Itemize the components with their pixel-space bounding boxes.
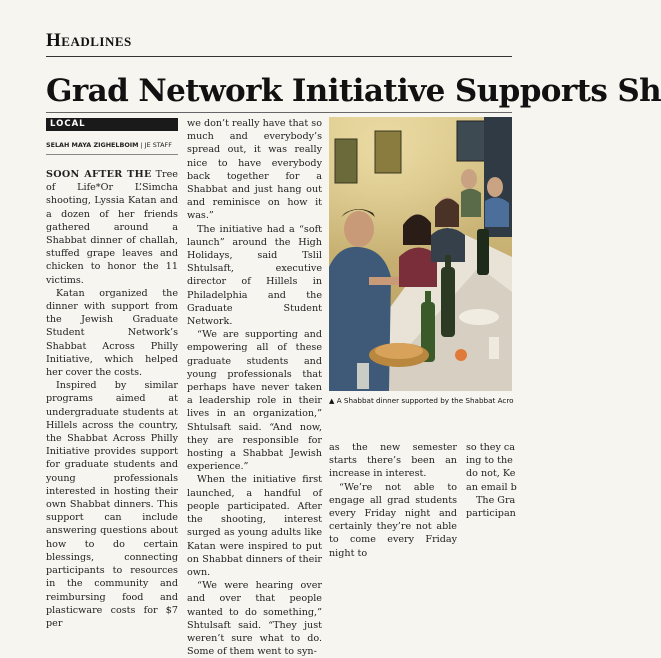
headline-rule [46, 112, 512, 113]
article-column-4 [466, 441, 526, 520]
lead-in: SOON AFTER THE [46, 169, 152, 180]
paragraph: we don’t really have that so much and everybody’s spread out, it was really nice to have everybody back together for a Shabbat and just hang out and reminisce on how it was.” [187, 118, 322, 222]
byline-author: SELAH MAYA ZIGHELBOIM [46, 141, 139, 149]
paragraph: When the initiative first launched, a handful of people participated. After the shooting, interest surged as young adults like Katan were inspired to put on Shabbat dinners of their own. [187, 474, 322, 578]
text-line: so they ca [466, 442, 516, 453]
byline-rule [46, 154, 178, 155]
text-line: ing to the [466, 455, 513, 467]
paragraph: The initiative had a “soft launch” around the High Holidays, said Tslil Shtulsaft, executive director of Hillels in Philadelphia and the Graduate Student Network. [187, 223, 322, 328]
paragraph: Katan organized the dinner with support from the Jewish Graduate Student Network’s Shabbat Across Philly Initiative, which helped her cover the costs. [46, 287, 178, 379]
article-column-1 [46, 168, 178, 630]
caption-triangle-icon: ▲ [329, 397, 335, 405]
text-line: do not, Ke [466, 468, 516, 480]
byline-role: | JE STAFF [140, 141, 172, 149]
paragraph: as the new semester starts there’s been an increase in interest. [329, 442, 457, 480]
paragraph-text: Tree of Life*Or L’Simcha shooting, Lyssia Katan and a dozen of her friends gathered around a Shabbat dinner of challah, stuffed grape leaves and chicken to honor the 11 victims. [46, 169, 178, 286]
text-line: The Gra [476, 494, 516, 506]
byline [46, 141, 186, 149]
section-rule [46, 56, 512, 57]
shabbat-dinner-photo [329, 117, 512, 391]
paragraph: “We’re not able to engage all grad students every Friday night and certainly they’re not able to come every Friday night to [329, 481, 457, 559]
caption-text: A Shabbat dinner supported by the Shabbat Acro [336, 396, 514, 405]
text-line: participan [466, 508, 516, 520]
paragraph: “We were hearing over and over that people wanted to do something,” Shtulsaft said. “They just weren’t sure what to do. Some of them went to syn- [187, 580, 322, 658]
photo-caption [329, 396, 519, 405]
text-line: an email b [466, 481, 517, 493]
article-photo [329, 117, 512, 391]
paragraph: “We are supporting and empowering all of these graduate students and young professionals that perhaps have never taken a leadership role in their lives in an organization,” Shtulsaft said. “And now, they are responsible for hosting a Shabbat Jewish experience.” [187, 329, 322, 473]
paragraph [46, 168, 178, 287]
paragraph: Inspired by similar programs aimed at undergraduate students at Hillels across the country, the Shabbat Across Philly Initiative provides support for graduate students and young professionals interested in hosting their own Shabbat dinners. This support can include answering questions about how to do certain blessings, connecting participants to resources in the community and reimbursing food and plasticware costs for $7 per [46, 380, 178, 629]
article-headline[interactable]: Grad Network Initiative Supports Sh [46, 73, 661, 109]
article-column-3 [329, 441, 457, 560]
article-column-2 [187, 117, 322, 658]
section-kicker: LOCAL [46, 118, 178, 131]
section-header: Headlines [46, 30, 132, 51]
